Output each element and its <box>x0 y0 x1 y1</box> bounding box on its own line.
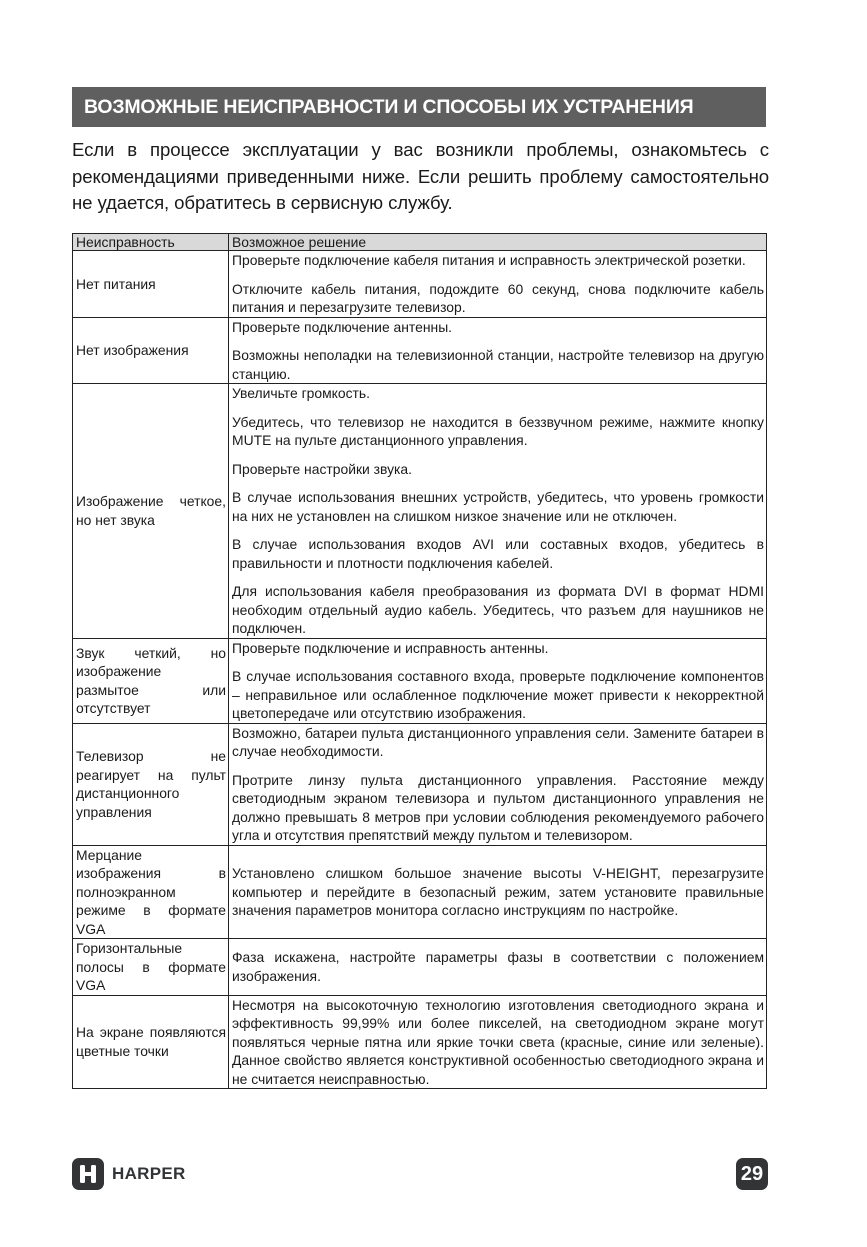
issue-cell: Нет изображения <box>73 317 229 384</box>
table-row <box>73 845 767 939</box>
solution-cell <box>229 638 767 723</box>
logo-h-icon <box>72 1158 104 1190</box>
solution-text: Отключите кабель питания, подождите 60 секунд, снова подключите кабель питания и перезагрузите телевизор. <box>232 280 764 315</box>
table-row <box>73 939 767 996</box>
solution-text: Проверьте подключение кабеля питания и исправность электрической розетки. <box>232 252 746 268</box>
issue-cell: Звук четкий, но изображение размытое или отсутствует <box>73 638 229 723</box>
solution-text: Проверьте настройки звука. <box>232 460 413 477</box>
solution-text: Возможны неполадки на телевизионной станции, настройте телевизор на другую станцию. <box>232 347 764 382</box>
solution-cell <box>229 939 767 996</box>
issue-cell: На экране появляются цветные точки <box>73 995 229 1089</box>
solution-text: Проверьте подключение и исправность антенны. <box>232 639 549 656</box>
issue-cell: Телевизор не реагирует на пульт дистанционного управления <box>73 723 229 845</box>
brand-logo <box>72 1158 186 1190</box>
issue-cell: Нет питания <box>73 251 229 318</box>
section-title: ВОЗМОЖНЫЕ НЕИСПРАВНОСТИ И СПОСОБЫ ИХ УСТРАНЕНИЯ <box>72 87 766 127</box>
intro-paragraph: Если в процессе эксплуатации у вас возникли проблемы, ознакомьтесь с рекомендациями приведенными ниже. Если решить проблему самостоятельно не удается, обратитесь в сервисную службу. <box>72 139 769 213</box>
solution-text: Несмотря на высокоточную технологию изготовления светодиодного экрана и эффективность 99,99% или более пикселей, на светодиодном экране могут появляться черные пятна или яркие точки света (красные, синие или зеленые). Данное свойство является конструктивной особенностью светодиодного экрана и не считается неисправностью. <box>232 996 764 1087</box>
header-issue: Неисправность <box>73 234 229 251</box>
table-row <box>73 723 767 845</box>
solution-text: Проверьте подключение антенны. <box>232 318 453 335</box>
solution-text: Протрите линзу пульта дистанционного управления. Расстояние между светодиодным экраном телевизора и пультом дистанционного управления не должно превышать 8 метров при условии соблюдения рекомендуемого рабочего угла и отсутствия препятствий между пультом и телевизором. <box>232 771 764 843</box>
solution-text: Увеличьте громкость. <box>232 385 371 401</box>
solution-text: Фаза искажена, настройте параметры фазы в соответствии с положением изображения. <box>232 949 764 984</box>
solution-cell <box>229 317 767 384</box>
table-header-row <box>73 234 767 251</box>
brand-name: HARPER <box>112 1164 186 1183</box>
solution-text: Для использования кабеля преобразования из формата DVI в формат HDMI необходим отдельный аудио кабель. Убедитесь, что разъем для наушников не подключен. <box>232 583 764 636</box>
page-number: 29 <box>736 1158 768 1190</box>
header-solution: Возможное решение <box>229 234 767 251</box>
issue-cell: Изображение четкое, но нет звука <box>73 384 229 639</box>
table-row <box>73 317 767 384</box>
solution-text: Возможно, батареи пульта дистанционного управления сели. Замените батареи в случае необходимости. <box>232 724 764 759</box>
troubleshooting-table <box>72 233 767 1089</box>
table-row <box>73 384 767 639</box>
solution-cell <box>229 845 767 939</box>
issue-cell: Мерцание изображения в полноэкранном режиме в формате VGA <box>73 845 229 939</box>
letter-h-glyph <box>78 1163 98 1185</box>
solution-text: В случае использования составного входа, проверьте подключение компонентов – неправильное или ослабленное подключение может привести к некорректной цветопередаче или отсутствию изображения. <box>232 668 764 721</box>
table-row <box>73 638 767 723</box>
table-row <box>73 995 767 1089</box>
solution-text: Убедитесь, что телевизор не находится в беззвучном режиме, нажмите кнопку MUTE на пульте дистанционного управления. <box>232 413 764 448</box>
solution-text: В случае использования внешних устройств, убедитесь, что уровень громкости на них не установлен на слишком низкое значение или не отключен. <box>232 489 764 524</box>
solution-cell <box>229 384 767 639</box>
issue-cell: Горизонтальные полосы в формате VGA <box>73 939 229 996</box>
solution-text: Установлено слишком большое значение высоты V-HEIGHT, перезагрузите компьютер и перейдите в безопасный режим, затем установите правильные значения параметров монитора согласно инструкциям по настройке. <box>232 865 764 918</box>
solution-cell <box>229 251 767 318</box>
table-row <box>73 251 767 318</box>
solution-cell <box>229 723 767 845</box>
solution-cell <box>229 995 767 1089</box>
solution-text: В случае использования входов AVI или составных входов, убедитесь в правильности и плотности подключения кабелей. <box>232 536 764 571</box>
